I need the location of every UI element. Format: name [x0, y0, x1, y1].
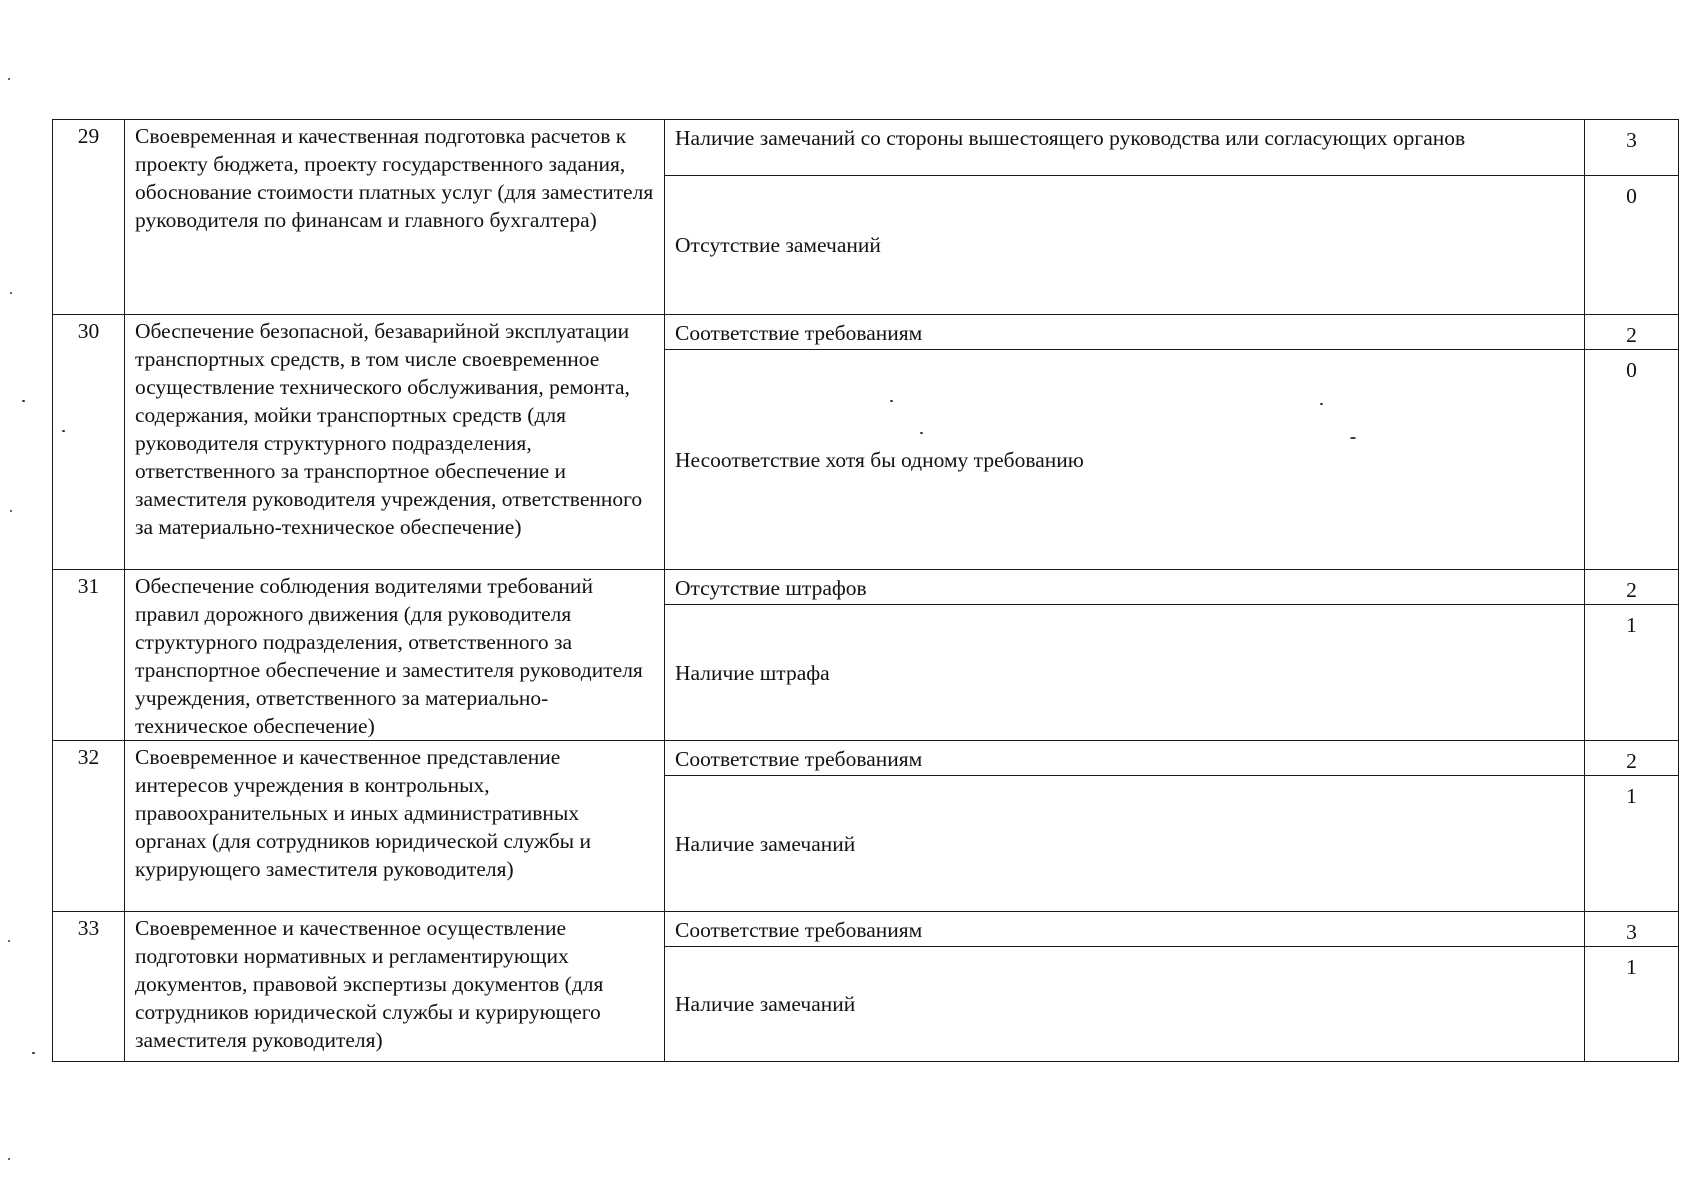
row-number: 32 [53, 741, 125, 912]
scan-speck [1350, 437, 1356, 439]
condition-text: Наличие замечаний [665, 947, 1585, 1062]
condition-score: 2 [1585, 741, 1679, 776]
condition-score: 2 [1585, 315, 1679, 350]
scan-speck [22, 400, 25, 402]
table-row [53, 741, 1679, 776]
criteria-table [52, 119, 1679, 1062]
scan-speck [10, 292, 12, 294]
condition-score: 3 [1585, 120, 1679, 176]
scan-speck [62, 430, 65, 432]
scan-speck [32, 1052, 35, 1054]
row-number: 30 [53, 315, 125, 570]
criterion-description: Своевременная и качественная подготовка расчетов к проекту бюджета, проекту государственного задания, обоснование стоимости платных услуг (для заместителя руководителя по финансам и главного бухгалтера) [125, 120, 665, 315]
scan-speck [10, 510, 12, 512]
scan-speck [8, 940, 10, 942]
condition-score: 0 [1585, 350, 1679, 570]
criterion-description: Обеспечение соблюдения водителями требований правил дорожного движения (для руководителя структурного подразделения, ответственного за транспортное обеспечение и заместителя руководителя учреждения, ответственного за материально-техническое обеспечение) [125, 570, 665, 741]
condition-text: Наличие замечаний со стороны вышестоящего руководства или согласующих органов [665, 120, 1585, 176]
scan-speck [8, 1158, 10, 1160]
condition-score: 0 [1585, 176, 1679, 315]
condition-text: Несоответствие хотя бы одному требованию [665, 350, 1585, 570]
condition-text: Наличие замечаний [665, 776, 1585, 912]
condition-text: Соответствие требованиям [665, 912, 1585, 947]
scan-speck [8, 78, 10, 80]
table-row [53, 315, 1679, 350]
condition-text: Наличие штрафа [665, 605, 1585, 741]
row-number: 33 [53, 912, 125, 1062]
row-number: 31 [53, 570, 125, 741]
condition-score: 1 [1585, 776, 1679, 912]
criterion-description: Обеспечение безопасной, безаварийной эксплуатации транспортных средств, в том числе своевременное осуществление технического обслуживания, ремонта, содержания, мойки транспортных средств (для руководителя структурного подразделения, ответственного за транспортное обеспечение и заместителя руководителя учреждения, ответственного за материально-техническое обеспечение) [125, 315, 665, 570]
condition-score: 2 [1585, 570, 1679, 605]
scan-speck [920, 432, 923, 434]
table-row [53, 912, 1679, 947]
condition-text: Отсутствие штрафов [665, 570, 1585, 605]
condition-text: Соответствие требованиям [665, 741, 1585, 776]
row-number: 29 [53, 120, 125, 315]
table-row [53, 120, 1679, 176]
scan-speck [1320, 403, 1323, 405]
condition-score: 3 [1585, 912, 1679, 947]
criterion-description: Своевременное и качественное представление интересов учреждения в контрольных, правоохранительных и иных административных органах (для сотрудников юридической службы и курирующего заместителя руководителя) [125, 741, 665, 912]
condition-score: 1 [1585, 947, 1679, 1062]
condition-text: Отсутствие замечаний [665, 176, 1585, 315]
condition-text: Соответствие требованиям [665, 315, 1585, 350]
criterion-description: Своевременное и качественное осуществление подготовки нормативных и регламентирующих документов, правовой экспертизы документов (для сотрудников юридической службы и курирующего заместителя руководителя) [125, 912, 665, 1062]
table-row [53, 570, 1679, 605]
condition-score: 1 [1585, 605, 1679, 741]
scan-speck [890, 400, 893, 402]
